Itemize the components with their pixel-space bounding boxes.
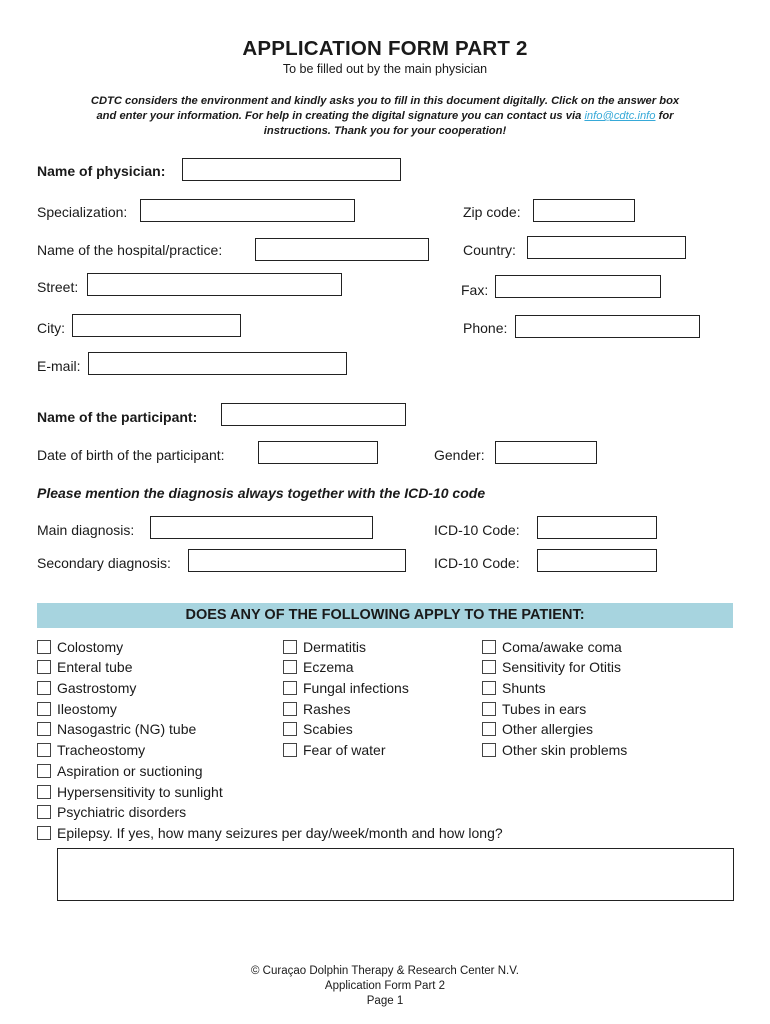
checkbox-other-skin-problems[interactable] <box>482 743 496 757</box>
checkbox-label: Ileostomy <box>57 701 117 717</box>
checkbox-coma[interactable] <box>482 640 496 654</box>
street-label: Street: <box>37 279 79 295</box>
form-title: APPLICATION FORM PART 2 <box>242 37 528 60</box>
email-label: E-mail: <box>37 358 81 374</box>
checkbox-label: Shunts <box>502 680 546 696</box>
diagnosis-instruction: Please mention the diagnosis always together with the ICD-10 code <box>37 485 486 501</box>
checkbox-fungal-infections[interactable] <box>283 681 297 695</box>
email-field[interactable] <box>88 352 347 375</box>
country-field[interactable] <box>527 236 686 259</box>
checkbox-label: Rashes <box>303 701 351 717</box>
checkbox-label: Aspiration or suctioning <box>57 763 203 779</box>
checkbox-scabies[interactable] <box>283 722 297 736</box>
checkbox-label: Gastrostomy <box>57 680 137 696</box>
footer-copyright: © Curaçao Dolphin Therapy & Research Center N.V. <box>251 965 519 977</box>
checkbox-label: Psychiatric disorders <box>57 804 187 820</box>
secondary-diagnosis-label: Secondary diagnosis: <box>37 555 171 571</box>
checkbox-label: Enteral tube <box>57 659 133 675</box>
checkbox-label: Coma/awake coma <box>502 639 622 655</box>
checkbox-dermatitis[interactable] <box>283 640 297 654</box>
form-subtitle: To be filled out by the main physician <box>282 62 488 76</box>
instructions-notice <box>40 94 730 139</box>
notice-line-3: instructions. Thank you for your cooperation! <box>263 125 507 137</box>
checkbox-shunts[interactable] <box>482 681 496 695</box>
checkbox-label: Fungal infections <box>303 680 409 696</box>
checkbox-otitis[interactable] <box>482 660 496 674</box>
checkbox-label: Tubes in ears <box>502 701 587 717</box>
checkbox-label: Eczema <box>303 659 354 675</box>
street-field[interactable] <box>87 273 342 296</box>
contact-email-link[interactable]: info@cdtc.info <box>584 110 656 122</box>
physician-name-label: Name of physician: <box>37 163 166 179</box>
checkbox-label: Hypersensitivity to sunlight <box>57 784 223 800</box>
participant-name-field[interactable] <box>221 403 406 426</box>
checkbox-tubes-in-ears[interactable] <box>482 702 496 716</box>
physician-name-field[interactable] <box>182 158 401 181</box>
checkbox-other-allergies[interactable] <box>482 722 496 736</box>
participant-name-label: Name of the participant: <box>37 409 198 425</box>
fax-label: Fax: <box>461 282 489 298</box>
checkbox-label: Fear of water <box>303 742 386 758</box>
main-diagnosis-field[interactable] <box>150 516 373 539</box>
checkbox-label: Scabies <box>303 721 353 737</box>
checkbox-rashes[interactable] <box>283 702 297 716</box>
checkbox-gastrostomy[interactable] <box>37 681 51 695</box>
main-diagnosis-label: Main diagnosis: <box>37 522 135 538</box>
dob-field[interactable] <box>258 441 378 464</box>
zip-code-label: Zip code: <box>463 204 521 220</box>
hospital-label: Name of the hospital/practice: <box>37 242 223 258</box>
main-icd10-field[interactable] <box>537 516 657 539</box>
notice-line-2a: and enter your information. For help in creating the digital signature you can contact us via <box>96 110 585 122</box>
phone-label: Phone: <box>463 320 508 336</box>
conditions-banner: DOES ANY OF THE FOLLOWING APPLY TO THE PATIENT: <box>37 603 733 628</box>
fax-field[interactable] <box>495 275 661 298</box>
checkbox-epilepsy[interactable] <box>37 826 51 840</box>
checkbox-label: Other allergies <box>502 721 594 737</box>
checkbox-label: Nasogastric (NG) tube <box>57 721 197 737</box>
checkbox-label: Sensitivity for Otitis <box>502 659 622 675</box>
checkbox-label: Tracheostomy <box>57 742 146 758</box>
checkbox-hypersensitivity-sunlight[interactable] <box>37 785 51 799</box>
footer-page-number: Page 1 <box>366 995 404 1007</box>
zip-code-field[interactable] <box>533 199 635 222</box>
notice-line-1: CDTC considers the environment and kindly asks you to fill in this document digitally. Click on the answer box <box>90 95 680 107</box>
country-label: Country: <box>463 242 516 258</box>
checkbox-ileostomy[interactable] <box>37 702 51 716</box>
gender-label: Gender: <box>434 447 485 463</box>
checkbox-colostomy[interactable] <box>37 640 51 654</box>
hospital-field[interactable] <box>255 238 429 261</box>
city-label: City: <box>37 320 65 336</box>
epilepsy-details-textarea[interactable] <box>57 848 734 901</box>
secondary-diagnosis-field[interactable] <box>188 549 406 572</box>
checkbox-aspiration[interactable] <box>37 764 51 778</box>
specialization-field[interactable] <box>140 199 355 222</box>
checkbox-label: Colostomy <box>57 639 124 655</box>
checkbox-psychiatric[interactable] <box>37 805 51 819</box>
secondary-icd10-field[interactable] <box>537 549 657 572</box>
checkbox-label: Epilepsy. If yes, how many seizures per day/week/month and how long? <box>57 825 503 841</box>
specialization-label: Specialization: <box>37 204 128 220</box>
footer-form-name: Application Form Part 2 <box>324 980 446 992</box>
checkbox-enteral-tube[interactable] <box>37 660 51 674</box>
checkbox-ng-tube[interactable] <box>37 722 51 736</box>
secondary-icd10-label: ICD-10 Code: <box>434 555 520 571</box>
city-field[interactable] <box>72 314 241 337</box>
checkbox-fear-of-water[interactable] <box>283 743 297 757</box>
checkbox-label: Other skin problems <box>502 742 628 758</box>
checkbox-label: Dermatitis <box>303 639 367 655</box>
checkbox-eczema[interactable] <box>283 660 297 674</box>
checkbox-tracheostomy[interactable] <box>37 743 51 757</box>
gender-field[interactable] <box>495 441 597 464</box>
notice-line-2b: for <box>655 110 674 122</box>
main-icd10-label: ICD-10 Code: <box>434 522 520 538</box>
phone-field[interactable] <box>515 315 700 338</box>
dob-label: Date of birth of the participant: <box>37 447 225 463</box>
